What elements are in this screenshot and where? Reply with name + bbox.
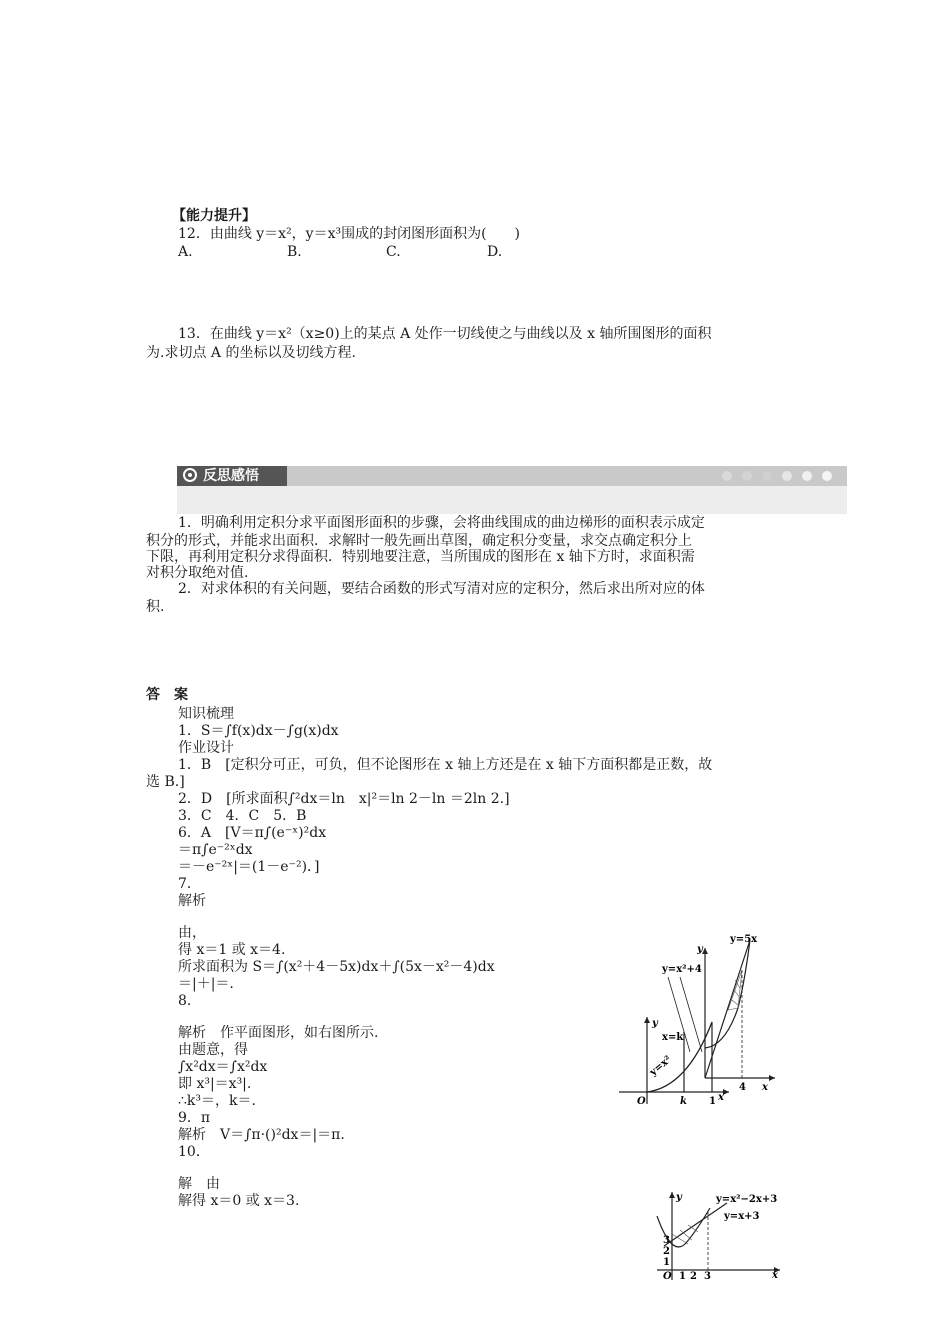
decor-dot-icon <box>782 471 792 481</box>
arrow-up-icon <box>702 948 708 954</box>
label-xk: x=k <box>662 1032 684 1043</box>
answer-line: 即 x³|＝x³|. <box>178 1076 252 1092</box>
answer-line: 1．S＝∫f(x)dx－∫g(x)dx <box>178 723 339 739</box>
question-13-line-2: 为.求切点 A 的坐标以及切线方程. <box>146 345 356 361</box>
section-heading-ability: 【能力提升】 <box>172 208 256 224</box>
answer-line: 7． <box>178 876 201 892</box>
tick-y-3: 3 <box>663 1235 670 1246</box>
arrow-up-icon <box>644 1017 650 1023</box>
q12-option-a: A. <box>178 244 193 260</box>
shaded-region <box>728 970 742 1010</box>
label-curve: y=x² <box>647 1054 674 1079</box>
reflection-p1-line-1: 1．明确利用定积分求平面图形面积的步骤，会将曲线围成的曲边梯形的面积表示成定 <box>178 515 705 531</box>
decor-dot-icon <box>742 471 752 481</box>
answer-line: ＝－e⁻²ˣ|＝(1－e⁻²)．] <box>178 859 320 875</box>
label-x: x <box>762 1082 768 1090</box>
arrow-up-icon <box>669 1192 675 1198</box>
reflection-p1-line-4: 对积分取绝对值. <box>146 565 249 581</box>
decor-dot-icon <box>762 471 772 481</box>
label-k: k <box>680 1096 687 1107</box>
label-y: y <box>676 1192 682 1203</box>
decor-dot-icon <box>802 471 812 481</box>
answer-line: ∴k³＝，k＝. <box>178 1093 256 1109</box>
reflection-p2-line-1: 2．对求体积的有关问题，要结合函数的形式写清对应的定积分，然后求出所对应的体 <box>178 581 705 597</box>
q12-option-b: B. <box>287 244 302 260</box>
banner-title: 反思感悟 <box>203 468 259 484</box>
answer-line: ∫x²dx＝∫x²dx <box>178 1059 268 1075</box>
reflection-p2-line-2: 积. <box>146 599 165 615</box>
answer-line: 解析 <box>178 893 206 909</box>
label-x: x <box>718 1092 724 1103</box>
label-y: y <box>652 1018 658 1029</box>
decor-dot-icon <box>722 471 732 481</box>
answer-line: 解 由 <box>178 1176 220 1192</box>
tick-x-1: 1 <box>679 1271 686 1282</box>
reflection-p1-line-3: 下限，再利用定积分求得面积．特别地要注意，当所围成的图形在 x 轴下方时，求面积需 <box>146 549 695 565</box>
label-4: 4 <box>739 1082 746 1090</box>
answer-line: 3．C 4．C 5．B <box>178 808 307 824</box>
circle-dot-icon <box>183 468 197 482</box>
answer-line: 解析 V＝∫π·()²dx＝|＝π. <box>178 1127 345 1143</box>
answer-line: 2．D [所求面积∫²dx＝ln x|²＝ln 2－ln ＝2ln 2.] <box>178 791 510 807</box>
question-12: 12．由曲线 y＝x²，y＝x³围成的封闭图形面积为( ) <box>178 226 521 242</box>
label-y: y <box>697 944 703 955</box>
tick-x-2: 2 <box>690 1271 697 1282</box>
answer-line: 作业设计 <box>178 740 234 756</box>
q12-option-c: C. <box>386 244 401 260</box>
answer-line: ＝π∫e⁻²ˣdx <box>178 842 253 858</box>
answer-line: 1．B [定积分可正，可负，但不论图形在 x 轴上方还是在 x 轴下方面积都是正数，故 <box>178 757 713 773</box>
q12-option-d: D. <box>487 244 503 260</box>
tick-x-3: 3 <box>704 1271 711 1282</box>
answer-line: 解得 x＝0 或 x＝3. <box>178 1193 300 1209</box>
answer-line: 8． <box>178 993 201 1009</box>
label-x: x <box>772 1270 778 1281</box>
label-origin: O <box>637 1096 646 1107</box>
line-y-x3 <box>664 1203 727 1246</box>
decor-dot-icon <box>822 471 832 481</box>
reflection-banner <box>177 466 847 514</box>
label-y5x: y=5x <box>730 934 758 945</box>
label-line: y=x+3 <box>724 1211 760 1222</box>
label-parabola: y=x²−2x+3 <box>716 1194 778 1205</box>
tick-y-1: 1 <box>663 1257 670 1268</box>
banner-tag <box>177 466 287 486</box>
answer-line: 由， <box>178 925 206 941</box>
answer-line: 由题意，得 <box>178 1042 248 1058</box>
tick-y-2: 2 <box>663 1246 670 1257</box>
answer-line: 6．A [V＝π∫(e⁻ˣ)²dx <box>178 825 327 841</box>
answer-line: 得 x＝1 或 x＝4. <box>178 942 286 958</box>
label-1: 1 <box>709 1096 716 1107</box>
question-13-line-1: 13．在曲线 y＝x²（x≥0)上的某点 A 处作一切线使之与曲线以及 x 轴所围图形的面积 <box>178 326 712 342</box>
answer-line: 解析 作平面图形，如右图所示. <box>178 1025 379 1041</box>
answer-line: 知识梳理 <box>178 706 234 722</box>
answer-line: 9．π <box>178 1110 211 1126</box>
banner-underlay <box>177 486 847 514</box>
label-parabola: y=x²+4 <box>662 964 702 975</box>
arrow-right-icon <box>769 1075 775 1081</box>
figure-q8 <box>617 1012 732 1107</box>
answer-line: 所求面积为 S＝∫(x²＋4－5x)dx＋∫(5x－x²－4)dx <box>178 959 495 975</box>
answer-line: 10． <box>178 1144 210 1160</box>
label-origin: O <box>663 1271 672 1282</box>
answers-heading: 答 案 <box>146 687 188 703</box>
answer-line: ＝|＋|＝. <box>178 976 234 992</box>
answer-line: 选 B.] <box>146 774 185 790</box>
figure-q10 <box>652 1188 787 1283</box>
reflection-p1-line-2: 积分的形式，并能求出面积．求解时一般先画出草图，确定积分变量，求交点确定积分上 <box>146 533 692 549</box>
